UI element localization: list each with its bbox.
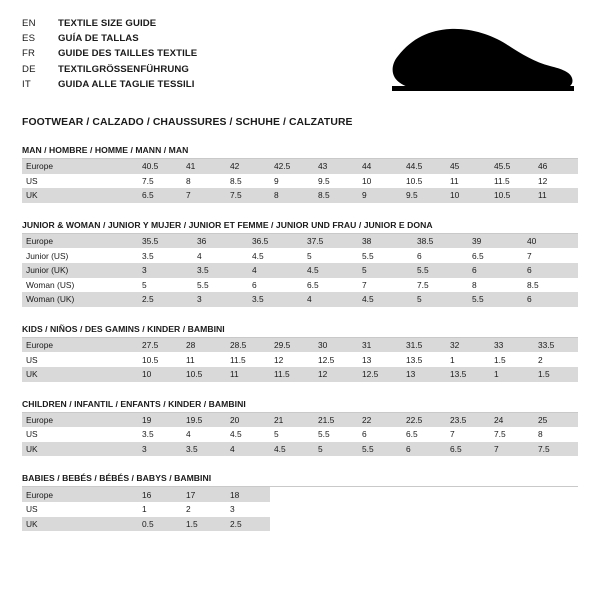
cell: 5 <box>413 292 468 307</box>
cell: 5 <box>303 248 358 263</box>
language-code: FR <box>22 48 36 60</box>
cell: 8.5 <box>314 188 358 203</box>
group-heading: JUNIOR & WOMAN / JUNIOR Y MUJER / JUNIOR ET FEMME / JUNIOR UND FRAU / JUNIOR E DONA <box>22 220 578 234</box>
group-heading: BABIES / BEBÉS / BÉBÉS / BABYS / BAMBINI <box>22 473 578 487</box>
cell: 1 <box>446 352 490 367</box>
group-heading: KIDS / NIÑOS / DES GAMINS / KINDER / BAMBINI <box>22 324 578 338</box>
table-row <box>22 367 578 382</box>
cell: 11 <box>226 367 270 382</box>
cell: 11 <box>534 188 578 203</box>
cell: 19 <box>138 413 182 428</box>
cell: 41 <box>182 159 226 174</box>
cell: 36 <box>193 234 248 249</box>
cell: 42.5 <box>270 159 314 174</box>
group-junior-woman <box>22 220 578 307</box>
cell: 3.5 <box>182 442 226 457</box>
cell: 5.5 <box>358 248 413 263</box>
cell: 4.5 <box>303 263 358 278</box>
cell: 4.5 <box>358 292 413 307</box>
cell: 40.5 <box>138 159 182 174</box>
table-row <box>22 234 578 249</box>
cell: 3 <box>226 502 270 517</box>
cell: 12 <box>534 174 578 189</box>
row-label: Woman (US) <box>22 278 138 293</box>
cell: 10 <box>446 188 490 203</box>
table-row <box>22 188 578 203</box>
table-row <box>22 338 578 353</box>
cell: 28 <box>182 338 226 353</box>
cell: 1 <box>490 367 534 382</box>
empty-cells <box>270 487 578 502</box>
cell: 18 <box>226 487 270 502</box>
language-title: GUIDE DES TAILLES TEXTILE <box>58 48 198 60</box>
language-title: GUÍA DE TALLAS <box>58 33 139 45</box>
cell: 45 <box>446 159 490 174</box>
cell: 8.5 <box>226 174 270 189</box>
cell: 21.5 <box>314 413 358 428</box>
cell: 7.5 <box>413 278 468 293</box>
cell: 12.5 <box>358 367 402 382</box>
table-row <box>22 487 578 502</box>
table-row <box>22 413 578 428</box>
cell: 5.5 <box>468 292 523 307</box>
table-row <box>22 517 578 532</box>
group-babies <box>22 473 578 531</box>
cell: 4 <box>182 427 226 442</box>
cell: 6 <box>468 263 523 278</box>
cell: 6.5 <box>303 278 358 293</box>
row-label: US <box>22 352 138 367</box>
cell: 36.5 <box>248 234 303 249</box>
cell: 1.5 <box>534 367 578 382</box>
cell: 45.5 <box>490 159 534 174</box>
group-heading: CHILDREN / INFANTIL / ENFANTS / KINDER / BAMBINI <box>22 399 578 413</box>
language-code: DE <box>22 63 36 75</box>
cell: 32 <box>446 338 490 353</box>
cell: 6.5 <box>468 248 523 263</box>
cell: 6 <box>402 442 446 457</box>
cell: 4.5 <box>248 248 303 263</box>
cell: 8 <box>534 427 578 442</box>
cell: 2.5 <box>226 517 270 532</box>
row-label: Europe <box>22 413 138 428</box>
cell: 9.5 <box>402 188 446 203</box>
cell: 25 <box>534 413 578 428</box>
group-heading: MAN / HOMBRE / HOMME / MANN / MAN <box>22 145 578 159</box>
cell: 4 <box>193 248 248 263</box>
row-label: US <box>22 174 138 189</box>
cell: 3.5 <box>138 248 193 263</box>
cell: 42 <box>226 159 270 174</box>
cell: 3 <box>193 292 248 307</box>
cell: 3.5 <box>138 427 182 442</box>
cell: 4.5 <box>270 442 314 457</box>
cell: 38.5 <box>413 234 468 249</box>
table-row <box>22 292 578 307</box>
cell: 1.5 <box>182 517 226 532</box>
size-table-man <box>22 159 578 203</box>
cell: 10.5 <box>138 352 182 367</box>
table-row <box>22 159 578 174</box>
cell: 31 <box>358 338 402 353</box>
cell: 5.5 <box>413 263 468 278</box>
empty-cells <box>270 517 578 532</box>
cell: 11 <box>446 174 490 189</box>
cell: 12 <box>314 367 358 382</box>
row-label: Europe <box>22 234 138 249</box>
cell: 10 <box>358 174 402 189</box>
cell: 31.5 <box>402 338 446 353</box>
cell: 11.5 <box>490 174 534 189</box>
cell: 33 <box>490 338 534 353</box>
row-label: UK <box>22 442 138 457</box>
cell: 1.5 <box>490 352 534 367</box>
language-code: EN <box>22 18 36 29</box>
cell: 22.5 <box>402 413 446 428</box>
cell: 3.5 <box>248 292 303 307</box>
cell: 13.5 <box>446 367 490 382</box>
cell: 28.5 <box>226 338 270 353</box>
cell: 5 <box>138 278 193 293</box>
cell: 7.5 <box>226 188 270 203</box>
row-label: UK <box>22 367 138 382</box>
size-table-junior-woman <box>22 234 578 307</box>
cell: 6.5 <box>138 188 182 203</box>
group-children <box>22 399 578 457</box>
cell: 1 <box>138 502 182 517</box>
cell: 5 <box>270 427 314 442</box>
cell: 7.5 <box>138 174 182 189</box>
table-row <box>22 427 578 442</box>
cell: 4 <box>226 442 270 457</box>
cell: 13 <box>358 352 402 367</box>
language-code: IT <box>22 78 31 90</box>
row-label: Europe <box>22 487 138 502</box>
cell: 2 <box>182 502 226 517</box>
cell: 19.5 <box>182 413 226 428</box>
row-label: Europe <box>22 338 138 353</box>
size-table-babies <box>22 487 578 531</box>
table-row <box>22 352 578 367</box>
cell: 9 <box>358 188 402 203</box>
cell: 6.5 <box>402 427 446 442</box>
table-row <box>22 442 578 457</box>
cell: 38 <box>358 234 413 249</box>
cell: 7.5 <box>534 442 578 457</box>
table-row <box>22 174 578 189</box>
cell: 5 <box>358 263 413 278</box>
cell: 17 <box>182 487 226 502</box>
row-label: Europe <box>22 159 138 174</box>
cell: 29.5 <box>270 338 314 353</box>
cell: 39 <box>468 234 523 249</box>
cell: 30 <box>314 338 358 353</box>
cell: 12 <box>270 352 314 367</box>
cell: 9 <box>270 174 314 189</box>
dress-shoe-icon <box>386 28 576 100</box>
cell: 8 <box>182 174 226 189</box>
cell: 44 <box>358 159 402 174</box>
language-title: GUIDA ALLE TAGLIE TESSILI <box>58 78 195 90</box>
cell: 35.5 <box>138 234 193 249</box>
row-label: Woman (UK) <box>22 292 138 307</box>
page-header <box>22 18 578 104</box>
row-label: US <box>22 427 138 442</box>
cell: 13.5 <box>402 352 446 367</box>
cell: 7 <box>182 188 226 203</box>
cell: 23.5 <box>446 413 490 428</box>
cell: 4 <box>248 263 303 278</box>
cell: 22 <box>358 413 402 428</box>
cell: 10.5 <box>182 367 226 382</box>
cell: 24 <box>490 413 534 428</box>
cell: 5 <box>314 442 358 457</box>
group-man <box>22 145 578 203</box>
row-label: Junior (UK) <box>22 263 138 278</box>
cell: 6 <box>358 427 402 442</box>
cell: 10 <box>138 367 182 382</box>
cell: 11.5 <box>270 367 314 382</box>
row-label: US <box>22 502 138 517</box>
cell: 4.5 <box>226 427 270 442</box>
cell: 5.5 <box>193 278 248 293</box>
cell: 0.5 <box>138 517 182 532</box>
cell: 8 <box>270 188 314 203</box>
cell: 37.5 <box>303 234 358 249</box>
cell: 3 <box>138 442 182 457</box>
row-label: UK <box>22 188 138 203</box>
cell: 8 <box>468 278 523 293</box>
cell: 21 <box>270 413 314 428</box>
cell: 7.5 <box>490 427 534 442</box>
table-row <box>22 263 578 278</box>
cell: 46 <box>534 159 578 174</box>
category-title: FOOTWEAR / CALZADO / CHAUSSURES / SCHUHE / CALZATURE <box>22 117 353 128</box>
size-table-kids <box>22 338 578 382</box>
cell: 43 <box>314 159 358 174</box>
cell: 7 <box>446 427 490 442</box>
cell: 7 <box>523 248 578 263</box>
cell: 7 <box>490 442 534 457</box>
cell: 2 <box>534 352 578 367</box>
cell: 5.5 <box>314 427 358 442</box>
table-row <box>22 502 578 517</box>
empty-cells <box>270 502 578 517</box>
cell: 8.5 <box>523 278 578 293</box>
cell: 4 <box>303 292 358 307</box>
cell: 6 <box>413 248 468 263</box>
cell: 6 <box>523 292 578 307</box>
cell: 27.5 <box>138 338 182 353</box>
cell: 3.5 <box>193 263 248 278</box>
table-row <box>22 248 578 263</box>
cell: 11 <box>182 352 226 367</box>
cell: 20 <box>226 413 270 428</box>
row-label: Junior (US) <box>22 248 138 263</box>
cell: 3 <box>138 263 193 278</box>
cell: 6 <box>248 278 303 293</box>
cell: 10.5 <box>402 174 446 189</box>
cell: 12.5 <box>314 352 358 367</box>
cell: 33.5 <box>534 338 578 353</box>
table-row <box>22 278 578 293</box>
cell: 7 <box>358 278 413 293</box>
cell: 16 <box>138 487 182 502</box>
language-title: TEXTILE SIZE GUIDE <box>58 18 157 29</box>
cell: 5.5 <box>358 442 402 457</box>
group-kids <box>22 324 578 382</box>
cell: 10.5 <box>490 188 534 203</box>
cell: 6 <box>523 263 578 278</box>
cell: 40 <box>523 234 578 249</box>
cell: 9.5 <box>314 174 358 189</box>
cell: 11.5 <box>226 352 270 367</box>
language-title: TEXTILGRÖSSENFÜHRUNG <box>58 63 189 75</box>
size-table-children <box>22 413 578 457</box>
cell: 2.5 <box>138 292 193 307</box>
cell: 6.5 <box>446 442 490 457</box>
cell: 44.5 <box>402 159 446 174</box>
cell: 13 <box>402 367 446 382</box>
row-label: UK <box>22 517 138 532</box>
language-code: ES <box>22 33 36 45</box>
